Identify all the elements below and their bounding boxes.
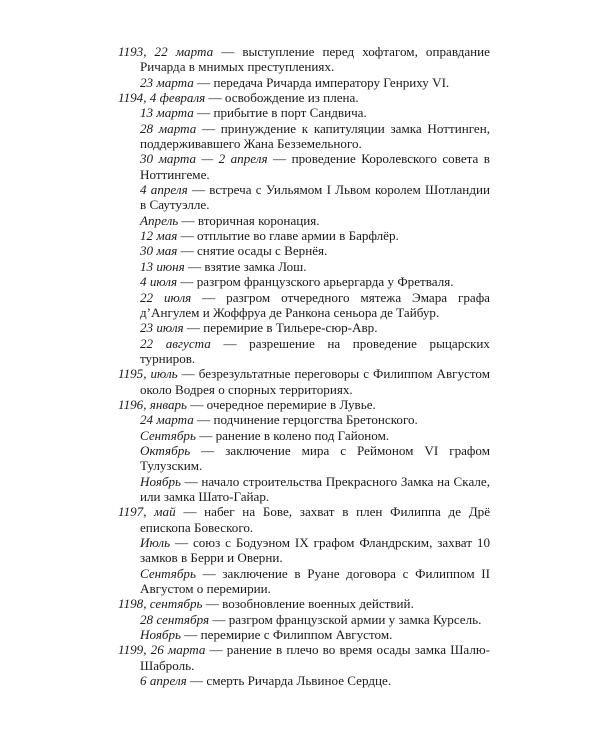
entry-13-june <box>118 259 490 274</box>
entry-date: 30 мая <box>140 243 178 259</box>
entry-april <box>118 213 490 228</box>
entry-23-march <box>118 75 490 90</box>
entry-text: — освобождение из плена. <box>205 90 359 106</box>
entry-text: — набег на Бове, захват в плен Филиппа де Дрё епископа Бовеского. <box>140 504 490 535</box>
entry-date: 22 июля <box>140 289 192 305</box>
entry-date: 1194, 4 февраля <box>118 90 206 106</box>
entry-october <box>118 443 490 474</box>
entry-4-april <box>118 182 490 213</box>
entry-date: 4 апреля <box>140 182 188 198</box>
entry-september-1196 <box>118 428 490 443</box>
entry-text: — разгром французского арьергарда у Фретваля. <box>177 274 454 290</box>
entry-september-1197 <box>118 566 490 597</box>
entry-text: — выступление перед хофтагом, оправдание Ричарда в мнимых преступлениях. <box>140 44 490 75</box>
entry-text: — прибытие в порт Сандвича. <box>193 105 367 121</box>
entry-text: — смерть Ричарда Львиное Сердце. <box>186 673 392 689</box>
entry-date: Ноябрь <box>140 627 182 643</box>
entry-date: 23 марта <box>140 74 194 90</box>
entry-text: — разгром отчередного мятежа Эмара графа д’Ангулем и Жоффруа де Ранкона сеньора де Тайбур. <box>140 289 490 320</box>
entry-date: 24 марта <box>140 412 194 428</box>
entry-text: — подчинение герцогства Бретонского. <box>193 412 418 428</box>
entry-date: 23 июля <box>140 320 184 336</box>
entry-6-april <box>118 673 490 688</box>
entry-1197-may <box>118 504 490 535</box>
entry-text: — передача Ричарда императору Генриху VI. <box>193 74 450 90</box>
entry-november-1196 <box>118 474 490 505</box>
entry-date: 22 августа <box>140 335 211 351</box>
entry-1194-4-february <box>118 90 490 105</box>
entry-28-september <box>118 612 490 627</box>
entry-1196-january <box>118 397 490 412</box>
entry-1193-22-march <box>118 44 490 75</box>
entry-text: — вторичная коронация. <box>178 212 320 228</box>
entry-30-may <box>118 243 490 258</box>
entry-date: Июль <box>140 535 171 550</box>
entry-text: — ранение в колено под Гайоном. <box>195 427 390 443</box>
entry-date: 1197, май <box>118 504 176 520</box>
chronology-page <box>118 44 490 688</box>
entry-text: — ранение в плечо во время осады замка Шалю-Шаброль. <box>140 642 491 673</box>
entry-date: 28 сентября <box>140 611 210 627</box>
entry-text: — принуждение к капитуляции замка Ноттинген, поддерживавшего Жана Безземельного. <box>140 120 490 152</box>
entry-date: Октябрь <box>140 442 191 458</box>
entry-date: 12 мая <box>140 228 178 244</box>
entry-date: 1198, сентябрь <box>118 596 203 612</box>
entry-4-july <box>118 274 490 289</box>
entry-date: Сентябрь <box>140 565 196 581</box>
entry-22-august <box>118 336 490 367</box>
entry-date: 1193, 22 марта <box>118 44 214 59</box>
entry-text: — возобновление военных действий. <box>202 596 414 612</box>
entry-24-march <box>118 412 490 427</box>
entry-date: 13 марта <box>140 105 194 121</box>
entry-date: 6 апреля <box>140 673 187 689</box>
entry-text: — разрешение на проведение рыцарских турниров. <box>140 335 490 366</box>
entry-text: — союз с Бодуэном IX графом Фландрским, захват 10 замков в Берри и Оверни. <box>140 535 490 566</box>
entry-text: — перемирие с Филиппом Августом. <box>181 627 393 643</box>
entry-text: — снятие осады с Вернёя. <box>177 243 328 259</box>
entry-text: — очередное перемирие в Лувье. <box>187 396 376 412</box>
entry-1199-26-march <box>118 642 490 673</box>
entry-1198-september <box>118 596 490 611</box>
entry-date: 1196, январь <box>118 396 187 412</box>
entry-text: — безрезультатные переговоры с Филиппом Августом около Водрея о спорных территориях. <box>140 366 490 397</box>
entry-july-1197 <box>118 535 490 566</box>
entry-date: 4 июля <box>140 274 178 290</box>
entry-date: 1199, 26 марта <box>118 642 206 658</box>
entry-text: — заключение в Руане договора с Филиппом II Августом о перемирии. <box>140 565 490 597</box>
entry-22-july <box>118 290 490 321</box>
entry-12-may <box>118 228 490 243</box>
entry-30-march-2-april <box>118 151 490 182</box>
entry-date: 28 марта <box>140 120 197 136</box>
entry-text: — встреча с Уильямом I Львом королем Шотландии в Саутуэлле. <box>140 182 490 213</box>
entry-text: — разгром французской армии у замка Курсель. <box>209 611 482 627</box>
entry-date: 30 марта — 2 апреля <box>140 151 268 167</box>
entry-28-march <box>118 121 490 152</box>
entry-november-1198 <box>118 627 490 642</box>
entry-date: Ноябрь <box>140 473 182 489</box>
entry-text: — отплытие во главе армии в Барфлёр. <box>177 228 399 244</box>
entry-text: — перемирие в Тильере-сюр-Авр. <box>183 320 378 336</box>
entry-text: — взятие замка Лош. <box>184 258 307 274</box>
entry-text: — заключение мира с Реймоном VI графом Тулузским. <box>140 442 490 474</box>
entry-date: 1195, июль <box>118 366 178 382</box>
entry-1195-july <box>118 366 490 397</box>
entry-23-july <box>118 320 490 335</box>
entry-date: Сентябрь <box>140 427 196 443</box>
entry-date: 13 июня <box>140 258 185 274</box>
entry-text: — начало строительства Прекрасного Замка на Скале, или замка Шато-Гайар. <box>140 473 490 504</box>
entry-text: — проведение Королевского совета в Ноттингеме. <box>140 151 490 182</box>
entry-13-march <box>118 105 490 120</box>
entry-date: Апрель <box>140 212 179 228</box>
